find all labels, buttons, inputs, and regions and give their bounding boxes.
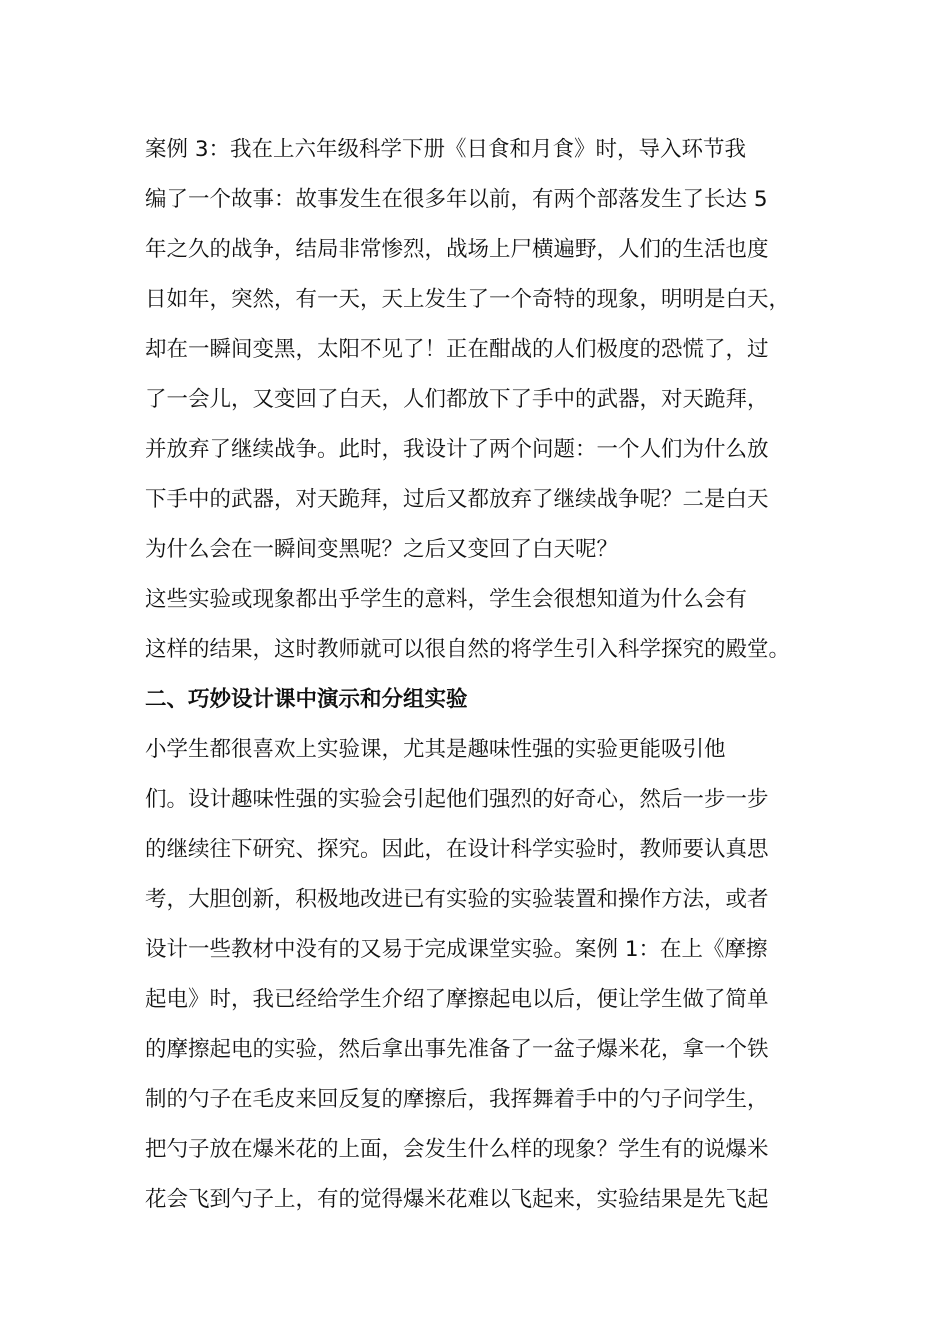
paragraph-line: 的继续往下研究、探究。因此，在设计科学实验时，教师要认真思 [145,837,769,862]
paragraph-line: 这些实验或现象都出乎学生的意料，学生会很想知道为什么会有 [145,587,748,612]
paragraph-line: 了一会儿，又变回了白天，人们都放下了手中的武器，对天跪拜， [145,387,769,412]
section-heading: 二、巧妙设计课中演示和分组实验 [145,687,468,712]
paragraph-line: 为什么会在一瞬间变黑呢？之后又变回了白天呢？ [145,537,619,562]
paragraph-line: 并放弃了继续战争。此时，我设计了两个问题：一个人们为什么放 [145,437,769,462]
paragraph-line: 把勺子放在爆米花的上面，会发生什么样的现象？学生有的说爆米 [145,1137,769,1162]
paragraph-line: 下手中的武器，对天跪拜，过后又都放弃了继续战争呢？二是白天 [145,487,769,512]
paragraph-line: 的摩擦起电的实验，然后拿出事先准备了一盆子爆米花，拿一个铁 [145,1037,769,1062]
paragraph-line: 制的勺子在毛皮来回反复的摩擦后，我挥舞着手中的勺子问学生， [145,1087,769,1112]
paragraph-line: 这样的结果，这时教师就可以很自然的将学生引入科学探究的殿堂。 [145,637,791,662]
paragraph-line: 年之久的战争，结局非常惨烈，战场上尸横遍野，人们的生活也度 [145,237,769,262]
paragraph-line: 起电》时，我已经给学生介绍了摩擦起电以后，便让学生做了简单 [145,987,769,1012]
paragraph-line: 考，大胆创新，积极地改进已有实验的实验装置和操作方法，或者 [145,887,769,912]
paragraph-line: 设计一些教材中没有的又易于完成课堂实验。案例 1：在上《摩擦 [145,937,768,962]
paragraph-line: 编了一个故事：故事发生在很多年以前，有两个部落发生了长达 5 [145,187,768,212]
paragraph-line: 却在一瞬间变黑，太阳不见了！正在酣战的人们极度的恐慌了，过 [145,337,769,362]
paragraph-line: 们。设计趣味性强的实验会引起他们强烈的好奇心，然后一步一步 [145,787,769,812]
paragraph-line: 日如年，突然，有一天，天上发生了一个奇特的现象，明明是白天， [145,287,791,312]
paragraph-line: 案例 3：我在上六年级科学下册《日食和月食》时，导入环节我 [145,137,747,162]
paragraph-line: 花会飞到勺子上，有的觉得爆米花难以飞起来，实验结果是先飞起 [145,1187,769,1212]
paragraph-line: 小学生都很喜欢上实验课，尤其是趣味性强的实验更能吸引他 [145,737,726,762]
